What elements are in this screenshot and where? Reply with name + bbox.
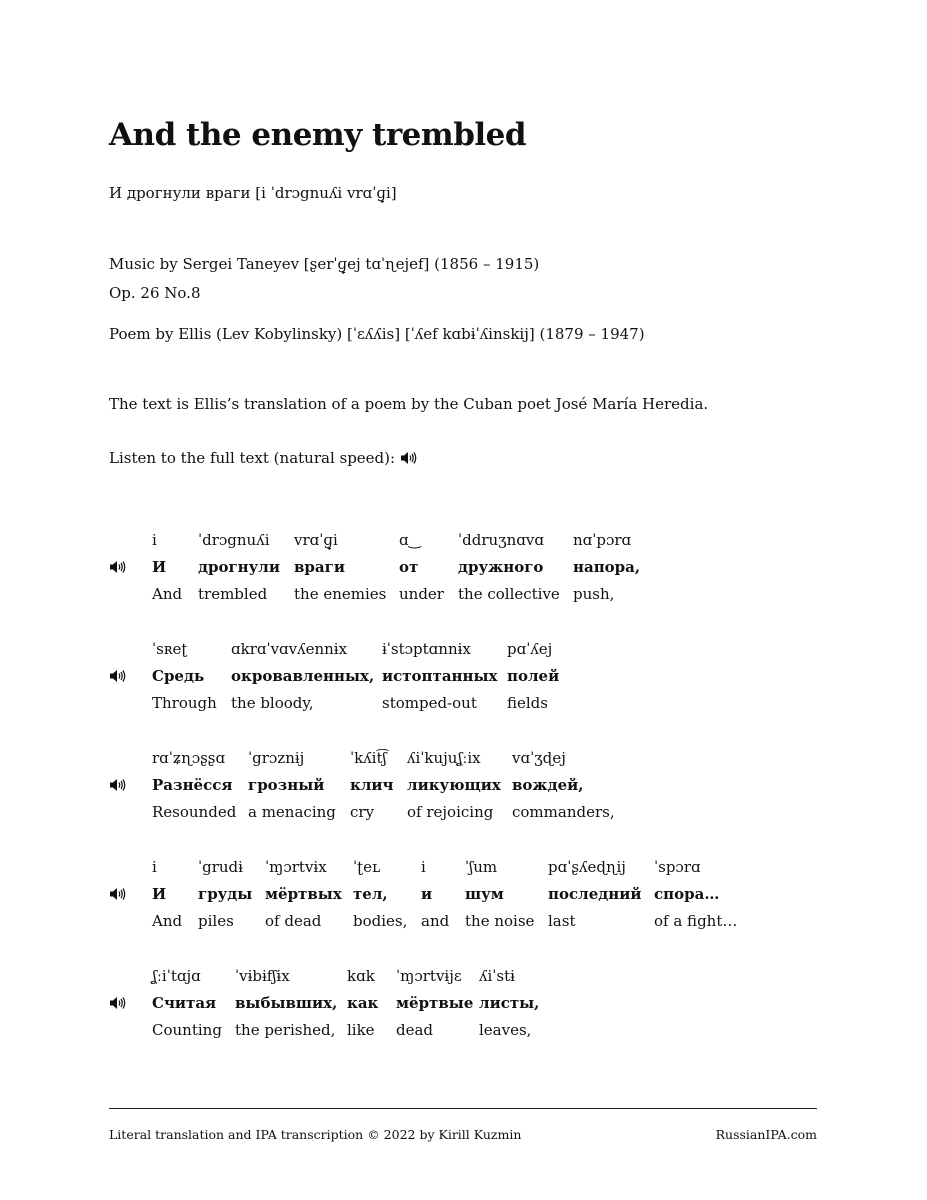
opus-number: Op. 26 No.8 xyxy=(109,284,201,302)
stanza-5 xyxy=(109,967,829,1047)
russian-word: дрогнули xyxy=(198,558,280,576)
ipa-word: ɨˈstɔptɑnnɨx xyxy=(382,640,471,658)
listen-full-text xyxy=(109,449,418,467)
poem-credit: Poem by Ellis (Lev Kobylinsky) [ˈɛʎʎis] [ˈʎef kɑbɨˈʎinskij] (1879 – 1947) xyxy=(109,325,645,343)
russian-word: дружного xyxy=(458,558,544,576)
ipa-word: vrɑˈɡ̟i xyxy=(294,531,338,549)
russian-word: клич xyxy=(350,776,394,794)
english-word: piles xyxy=(198,912,234,930)
english-word: cry xyxy=(350,803,375,821)
english-word: And xyxy=(152,585,183,603)
english-word: and xyxy=(421,912,450,930)
english-word: Through xyxy=(152,694,217,712)
stanza-2 xyxy=(109,640,829,720)
subtitle: И дрогнули враги [i ˈdrɔgnuʎi vrɑˈɡ̟i] xyxy=(109,184,397,202)
russian-word: выбывших, xyxy=(235,994,338,1012)
russian-word: полей xyxy=(507,667,560,685)
ipa-word: nɑˈpɔrɑ xyxy=(573,531,632,549)
ipa-word: pɑˈʂʎeɖɳij xyxy=(548,858,626,876)
english-word: leaves, xyxy=(479,1021,532,1039)
russian-word: грозный xyxy=(248,776,325,794)
ipa-word: ˈʃum xyxy=(465,858,498,876)
russian-word: листы, xyxy=(479,994,540,1012)
ipa-word: ʎiˈkujuʆːix xyxy=(407,749,481,767)
english-word: of a fight… xyxy=(654,912,738,930)
page-title: And the enemy trembled xyxy=(109,117,527,153)
russian-word: и xyxy=(421,885,433,903)
speaker-icon[interactable] xyxy=(400,451,418,465)
ipa-word: i xyxy=(421,858,426,876)
ipa-word: ˈkʎit͡ʃ xyxy=(350,749,387,767)
ipa-word: rɑˈʑɳɔʂʂɑ xyxy=(152,749,226,767)
english-word: of rejoicing xyxy=(407,803,494,821)
english-word: commanders, xyxy=(512,803,615,821)
english-word: stomped-out xyxy=(382,694,477,712)
english-word: Resounded xyxy=(152,803,237,821)
russian-word: как xyxy=(347,994,379,1012)
listen-label: Listen to the full text (natural speed): xyxy=(109,449,396,467)
english-word: Counting xyxy=(152,1021,222,1039)
ipa-word: ɑkrɑˈvɑvʎennɨx xyxy=(231,640,348,658)
speaker-icon[interactable] xyxy=(109,560,127,574)
english-word: the bloody, xyxy=(231,694,314,712)
russian-word: мёртвых xyxy=(265,885,342,903)
russian-word: истоптанных xyxy=(382,667,498,685)
copyright-notice: Literal translation and IPA transcription © 2022 by Kirill Kuzmin xyxy=(109,1127,522,1142)
english-word: a menacing xyxy=(248,803,336,821)
ipa-word: ˈɱɔrtvɨx xyxy=(265,858,327,876)
russian-word: окровавленных, xyxy=(231,667,375,685)
stanza-4 xyxy=(109,858,829,938)
stanza-3 xyxy=(109,749,829,829)
english-word: under xyxy=(399,585,444,603)
russian-word: тел, xyxy=(353,885,388,903)
music-credit: Music by Sergei Taneyev [ʂerˈɡ̟ej tɑˈɳejef] (1856 – 1915) xyxy=(109,255,540,273)
ipa-word: ˈspɔrɑ xyxy=(654,858,701,876)
footer-divider xyxy=(109,1108,817,1109)
russian-word: Средь xyxy=(152,667,205,685)
russian-word: И xyxy=(152,558,167,576)
russian-word: Считая xyxy=(152,994,217,1012)
ipa-word: ˈvɨbɨfʃɨx xyxy=(235,967,290,985)
english-word: fields xyxy=(507,694,548,712)
english-word: And xyxy=(152,912,183,930)
russian-word: от xyxy=(399,558,419,576)
russian-word: шум xyxy=(465,885,504,903)
russian-word: напора, xyxy=(573,558,641,576)
ipa-word: ˈdrɔgnuʎi xyxy=(198,531,270,549)
russian-word: спора… xyxy=(654,885,720,903)
russian-word: груды xyxy=(198,885,253,903)
english-word: like xyxy=(347,1021,375,1039)
russian-word: враги xyxy=(294,558,345,576)
ipa-word: vɑˈʒɖej xyxy=(512,749,566,767)
russian-word: последний xyxy=(548,885,642,903)
stanza-1 xyxy=(109,531,829,611)
ipa-word: ˈsʀeʈ xyxy=(152,640,188,658)
ipa-word: ˈgrudɨ xyxy=(198,858,243,876)
english-word: of dead xyxy=(265,912,322,930)
russian-word: вождей, xyxy=(512,776,584,794)
speaker-icon[interactable] xyxy=(109,887,127,901)
russian-word: Разнёсся xyxy=(152,776,233,794)
english-word: last xyxy=(548,912,576,930)
english-word: dead xyxy=(396,1021,434,1039)
ipa-word: ˈɱɔrtvɨjɛ xyxy=(396,967,462,985)
russian-word: ликующих xyxy=(407,776,501,794)
ipa-word: i xyxy=(152,858,157,876)
ipa-word: pɑˈʎej xyxy=(507,640,553,658)
translation-note: The text is Ellis’s translation of a poem by the Cuban poet José María Heredia. xyxy=(109,395,709,413)
english-word: the noise xyxy=(465,912,535,930)
ipa-word: i xyxy=(152,531,157,549)
ipa-word: ˈddruʒnɑvɑ xyxy=(458,531,544,549)
site-link[interactable]: RussianIPA.com xyxy=(715,1127,817,1142)
ipa-word: ʎiˈstɨ xyxy=(479,967,515,985)
english-word: push, xyxy=(573,585,615,603)
english-word: trembled xyxy=(198,585,268,603)
english-word: the enemies xyxy=(294,585,387,603)
english-word: the collective xyxy=(458,585,560,603)
english-word: the perished, xyxy=(235,1021,336,1039)
russian-word: И xyxy=(152,885,167,903)
ipa-word: kɑk xyxy=(347,967,375,985)
ipa-word: ˈʈeʟ xyxy=(353,858,381,876)
ipa-word: ɑ‿ xyxy=(399,531,421,549)
speaker-icon[interactable] xyxy=(109,669,127,683)
ipa-word: ʆːiˈtɑjɑ xyxy=(152,967,201,985)
english-word: bodies, xyxy=(353,912,408,930)
russian-word: мёртвые xyxy=(396,994,474,1012)
speaker-icon[interactable] xyxy=(109,778,127,792)
speaker-icon[interactable] xyxy=(109,996,127,1010)
ipa-word: ˈgrɔznɨj xyxy=(248,749,305,767)
